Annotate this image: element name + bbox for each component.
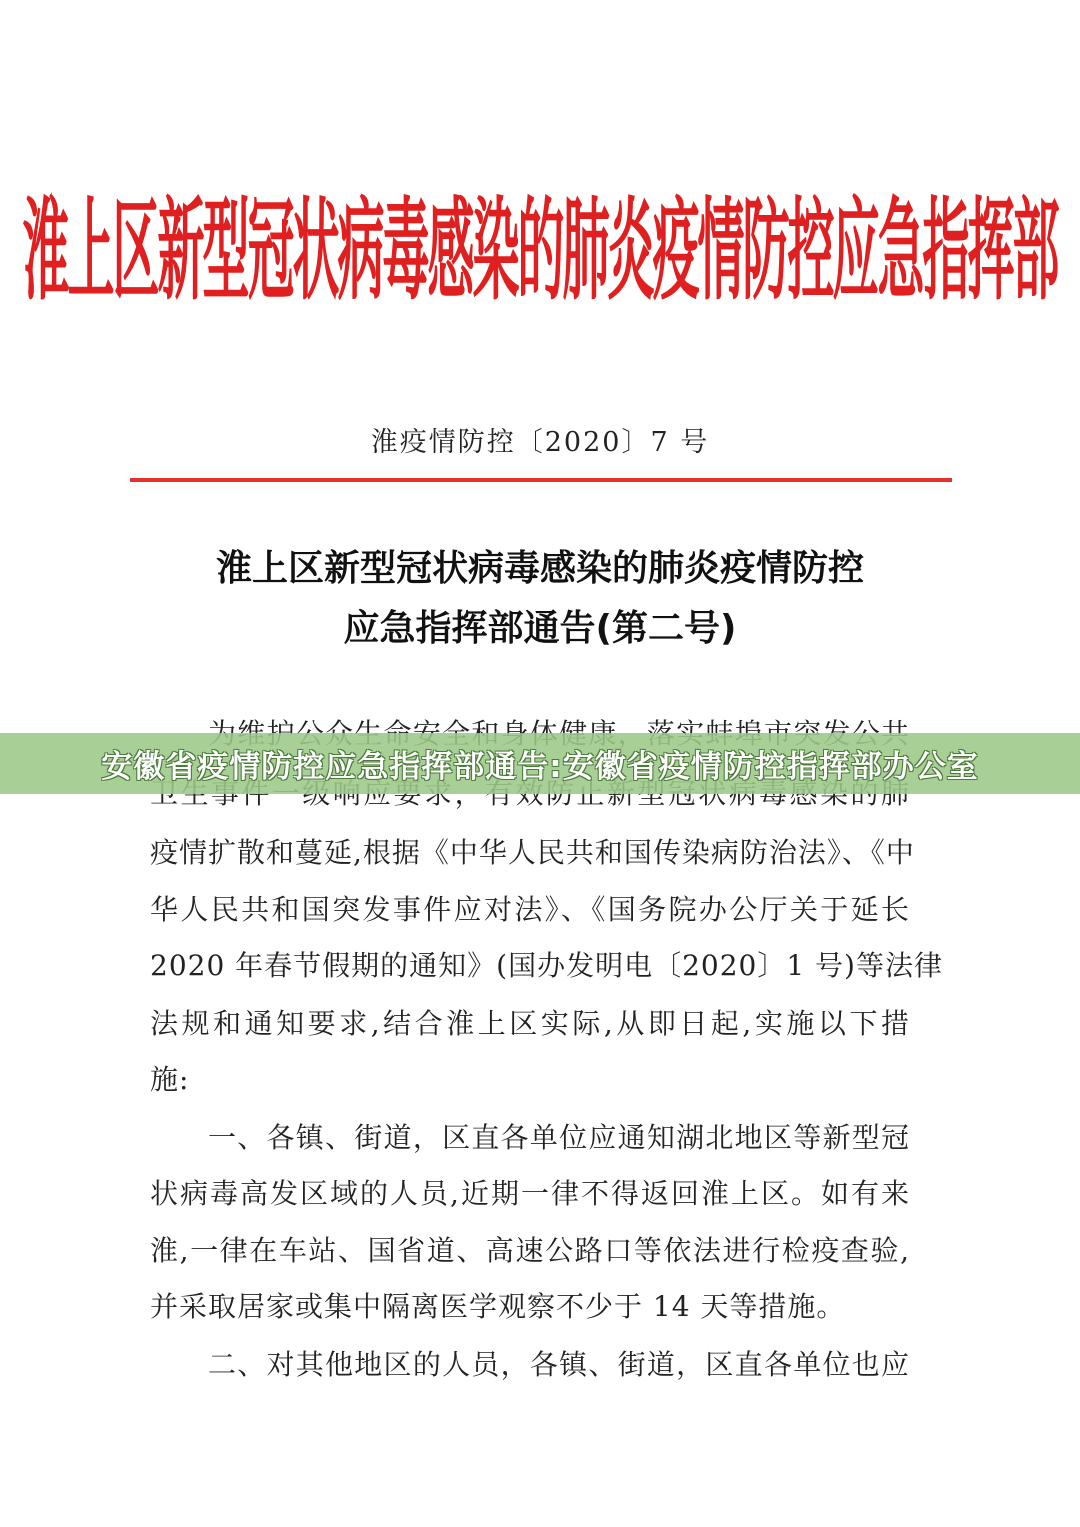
body-line: 状病毒高发区域的人员,近期一律不得返回淮上区。如有来 — [150, 1177, 910, 1210]
body-line: 华人民共和国突发事件应对法》、《国务院办公厅关于延长 — [150, 893, 910, 926]
body-line: 2020 年春节假期的通知》(国办发明电〔2020〕1 号)等法律 — [150, 949, 943, 982]
caption-banner-text: 安徽省疫情防控应急指挥部通告:安徽省疫情防控指挥部办公室 — [101, 749, 979, 785]
notice-title-line-2: 应急指挥部通告(第二号) — [343, 608, 737, 649]
caption-banner — [0, 733, 1080, 794]
notice-title-line-1: 淮上区新型冠状病毒感染的肺炎疫情防控 — [215, 548, 864, 589]
body-line: 疫情扩散和蔓延,根据《中华人民共和国传染病防治法》、《中 — [150, 836, 915, 869]
red-letterhead — [22, 150, 1058, 335]
document-number: 淮疫情防控〔2020〕7 号 — [370, 427, 710, 458]
body-line: 二、对其他地区的人员，各镇、街道，区直各单位也应 — [208, 1348, 910, 1381]
body-line: 并采取居家或集中隔离医学观察不少于 14 天等措施。 — [150, 1290, 846, 1323]
body-line: 淮,一律在车站、国省道、高速公路口等依法进行检疫查验, — [150, 1234, 910, 1267]
body-line: 施: — [150, 1063, 190, 1096]
red-divider — [130, 478, 952, 482]
body-line: 一、各镇、街道，区直各单位应通知湖北地区等新型冠 — [208, 1121, 910, 1154]
body-line: 法规和通知要求,结合淮上区实际,从即日起,实施以下措 — [150, 1007, 910, 1040]
letterhead-text: 淮上区新型冠状病毒感染的肺炎疫情防控应急指挥部 — [22, 187, 1058, 317]
